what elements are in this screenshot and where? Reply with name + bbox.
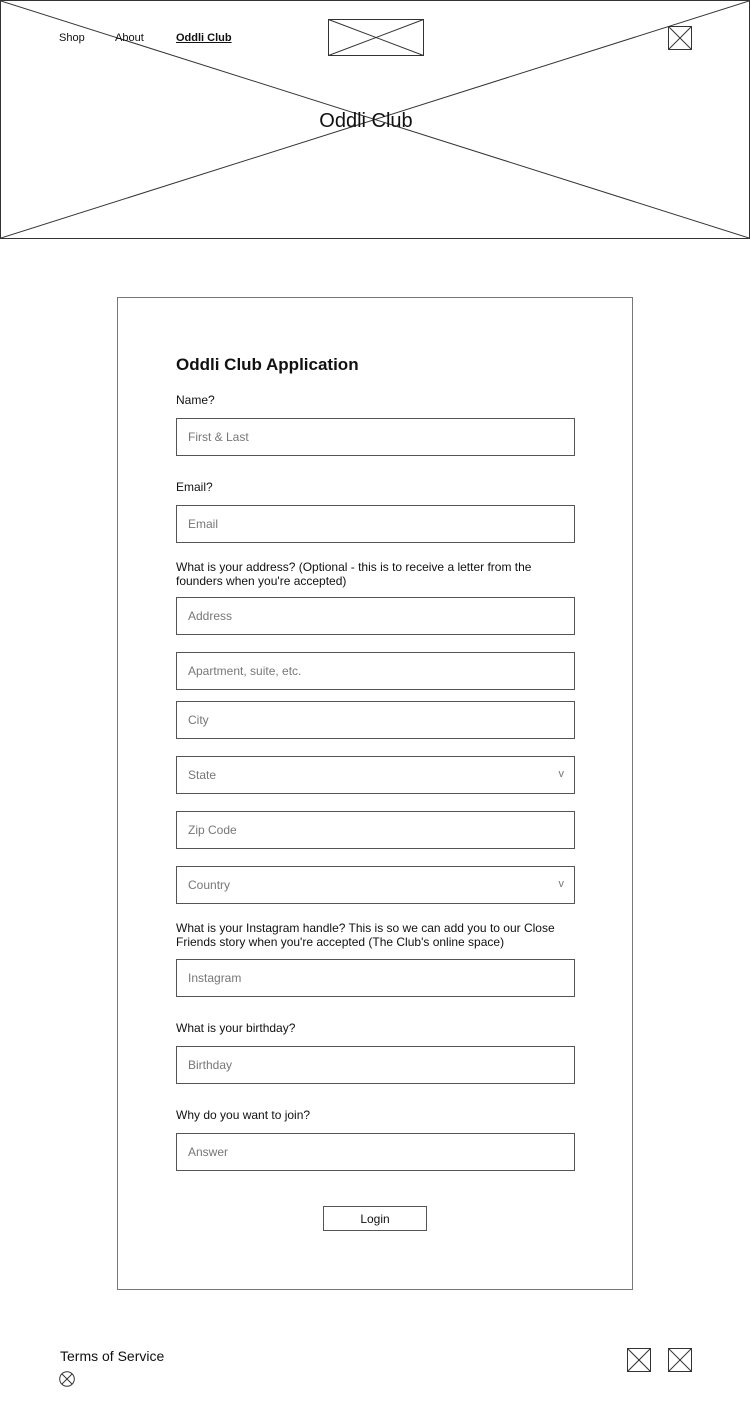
birthday-input[interactable] [176,1046,575,1084]
hero-title: Oddli Club [319,110,413,132]
name-label: Name? [176,393,215,407]
terms-of-service-link[interactable]: Terms of Service [60,1348,165,1364]
email-label: Email? [176,480,213,494]
instagram-label: What is your Instagram handle? This is so we can add you to our Close Friends story when you're accepted (The Club's online space) [176,921,555,949]
apartment-input[interactable] [176,652,575,690]
country-select[interactable] [176,866,575,904]
login-button[interactable]: Login [323,1206,427,1231]
name-input[interactable] [176,418,575,456]
hero-banner [0,0,750,239]
account-image-placeholder-icon[interactable] [668,26,692,50]
address-label: What is your address? (Optional - this is to receive a letter from the founders when you're accepted) [176,560,532,588]
instagram-input[interactable] [176,959,575,997]
country-select-value: Country [188,878,231,892]
social-image-placeholder-icon[interactable] [668,1348,692,1372]
application-form-card [117,297,633,1290]
address-input[interactable] [176,597,575,635]
nav-shop[interactable]: Shop [59,32,85,44]
birthday-label: What is your birthday? [176,1021,296,1035]
join-reason-input[interactable] [176,1133,575,1171]
nav-oddli-club[interactable]: Oddli Club [176,32,232,44]
logo-image-placeholder-icon[interactable] [328,19,424,56]
email-input[interactable] [176,505,575,543]
social-image-placeholder-icon[interactable] [627,1348,651,1372]
join-reason-label: Why do you want to join? [176,1108,311,1122]
state-select[interactable] [176,756,575,794]
nav-about[interactable]: About [115,32,144,44]
form-title: Oddli Club Application [176,355,359,374]
chevron-down-icon: v [558,768,564,780]
circle-close-icon[interactable] [59,1371,75,1387]
city-input[interactable] [176,701,575,739]
state-select-value: State [188,768,217,782]
chevron-down-icon: v [558,878,564,890]
zip-code-input[interactable] [176,811,575,849]
